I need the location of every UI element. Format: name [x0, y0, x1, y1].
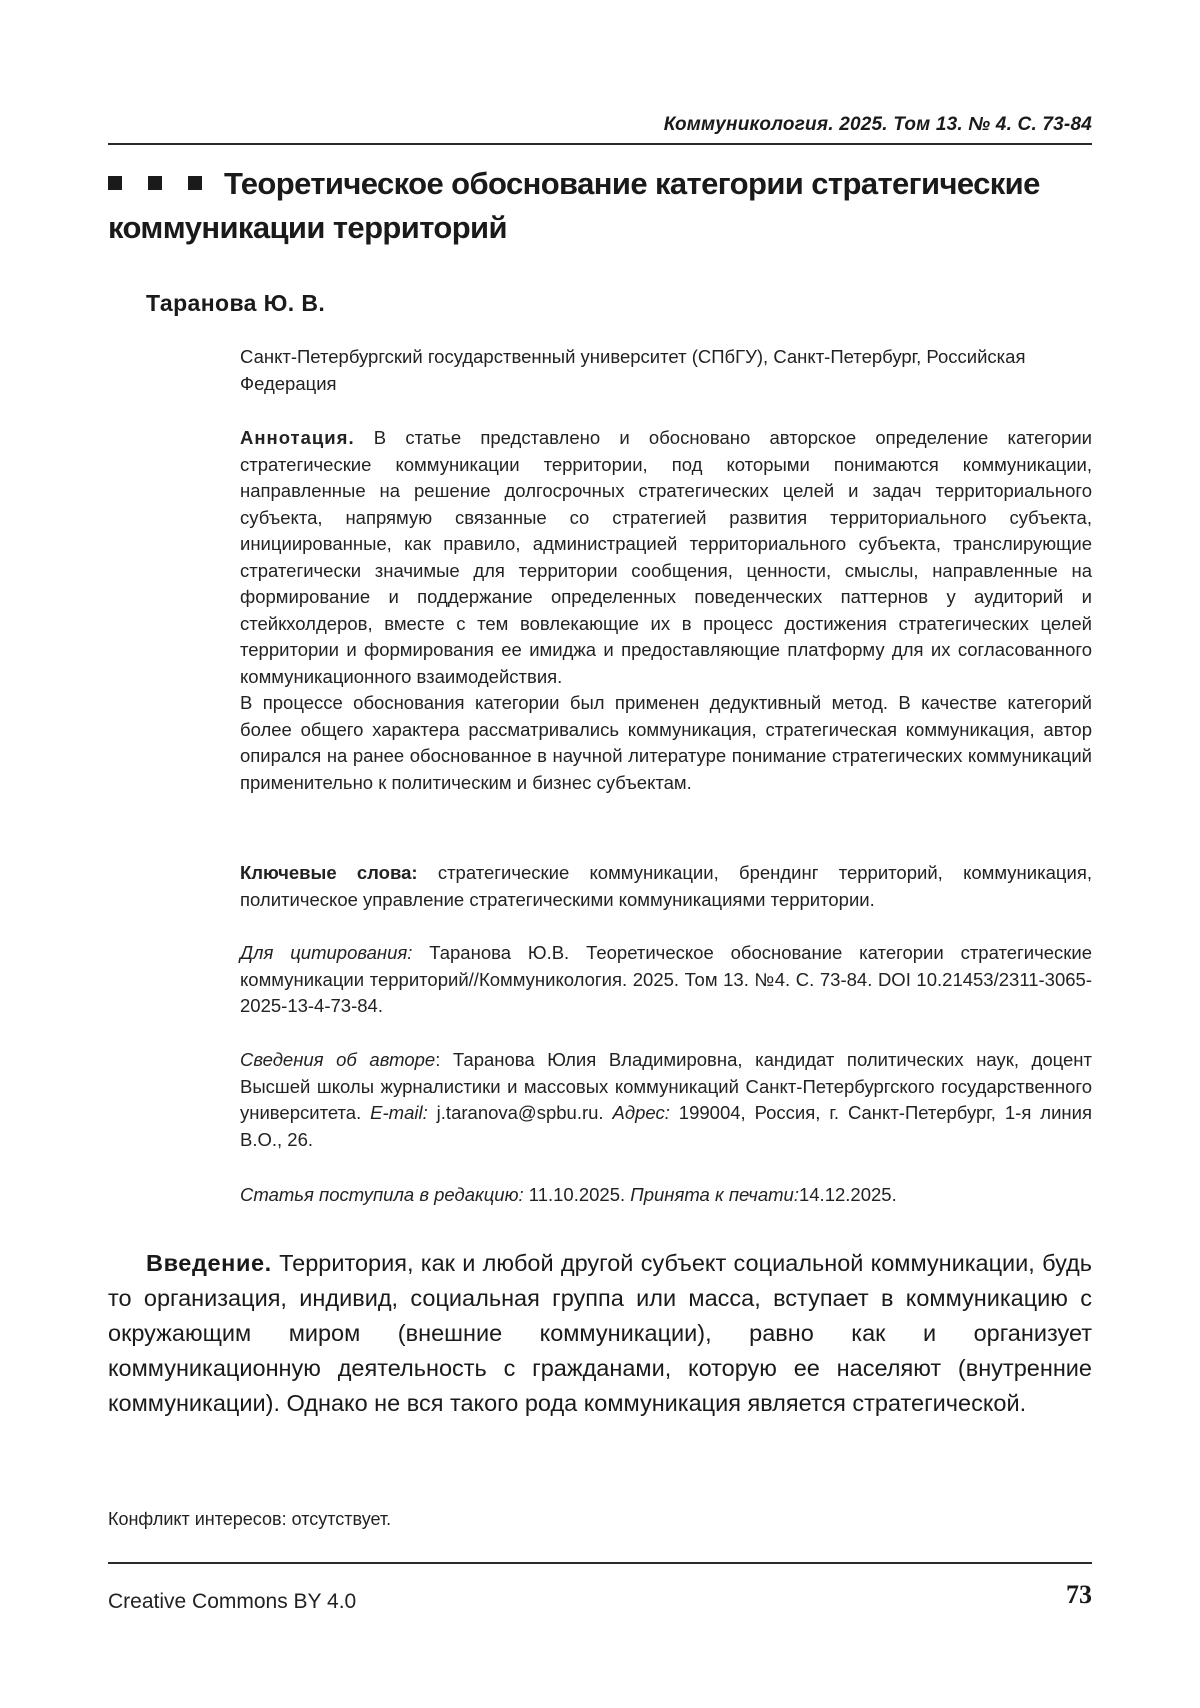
introduction-paragraph — [108, 1246, 1092, 1421]
introduction-label: Введение. — [146, 1250, 272, 1276]
received-label: Статья поступила в редакцию: — [240, 1184, 524, 1205]
abstract-label: Аннотация. — [240, 427, 355, 448]
received-date: 11.10.2025. — [523, 1184, 631, 1205]
publication-dates — [240, 1182, 1092, 1209]
keywords — [240, 860, 1092, 913]
abstract — [240, 425, 1092, 796]
abstract-text-1: В статье представлено и обосновано авторское определение категории стратегические коммуникации территории, под которыми понимаются коммуникации, направленные на решение долгосрочных стратегических целей и задач территориального субъекта, напрямую связанные со стратегией развития территориального субъекта, инициированные, как правило, администрацией территориального субъекта, транслирующие стратегически значимые для территории сообщения, ценности, смыслы, направленные на формирование и поддержание определенных поведенческих паттернов у аудиторий и стейкхолдеров, вместе с тем вовлекающие их в процесс достижения стратегических целей территории и формирования ее имиджа и предоставляющие платформу для их согласованного коммуникационного взаимодействия. — [240, 427, 1092, 687]
square-bullet-icon — [148, 176, 162, 190]
abstract-paragraph-2: В процессе обоснования категории был применен дедуктивный метод. В качестве категорий более общего характера рассматривались коммуникация, стратегическая коммуникация, автор опирался на ранее обоснованное в научной литературе понимание стратегических коммуникаций применительно к политическим и бизнес субъектам. — [240, 692, 1092, 793]
accepted-label: Принята к печати: — [630, 1184, 799, 1205]
square-bullet-icon — [108, 176, 122, 190]
email-value: j.taranova@spbu.ru. — [427, 1102, 613, 1123]
article-title — [108, 162, 1092, 250]
article-title-text: Теоретическое обоснование категории стратегические коммуникации территорий — [108, 166, 1040, 245]
license-text: Creative Commons BY 4.0 — [108, 1590, 357, 1613]
abstract-paragraph-1 — [240, 425, 1092, 690]
affiliation: Санкт-Петербургский государственный университет (СПбГУ), Санкт-Петербург, Российская Федерация — [240, 346, 1026, 394]
address-label: Адрес: — [612, 1102, 670, 1123]
page-number: 73 — [1066, 1580, 1092, 1609]
author-info-text: : Таранова Юлия Владимировна, кандидат политических наук, доцент Высшей школы журналистики и массовых коммуникаций Санкт-Петербургского государственного университета. — [240, 1049, 1092, 1123]
author-info-label: Сведения об авторе — [240, 1049, 436, 1070]
address-value: 199004, Россия, г. Санкт-Петербург, 1-я линия В.О., 26. — [240, 1102, 1092, 1150]
author-name: Таранова Ю. В. — [146, 290, 326, 316]
citation-label: Для цитирования: — [240, 942, 413, 963]
keywords-label: Ключевые слова: — [240, 862, 418, 883]
header-divider — [108, 143, 1092, 145]
footer-divider — [108, 1562, 1092, 1564]
keywords-text: стратегические коммуникации, брендинг территорий, коммуникация, политическое управление стратегическими коммуникациями территории. — [240, 862, 1092, 910]
square-bullet-icon — [188, 176, 202, 190]
citation-text: Таранова Ю.В. Теоретическое обоснование категории стратегические коммуникации территорий//Коммуникология. 2025. Том 13. №4. С. 73-84. DOI 10.21453/2311-3065-2025-13-4-73-84. — [240, 942, 1092, 1016]
author-info — [240, 1047, 1092, 1153]
introduction-text: Территория, как и любой другой субъект социальной коммуникации, будь то организация, индивид, социальная группа или масса, вступает в коммуникацию с окружающим миром (внешние коммуникации), равно как и организует коммуникационную деятельность с гражданами, которую ее населяют (внутренние коммуникации). Однако не вся такого рода коммуникация является стратегической. — [108, 1250, 1092, 1416]
accepted-date: 14.12.2025. — [798, 1184, 897, 1205]
running-head: Коммуникология. 2025. Том 13. № 4. С. 73-84 — [663, 114, 1092, 135]
citation — [240, 940, 1092, 1020]
conflict-of-interest: Конфликт интересов: отсутствует. — [108, 1509, 392, 1529]
email-label: E-mail: — [370, 1102, 428, 1123]
